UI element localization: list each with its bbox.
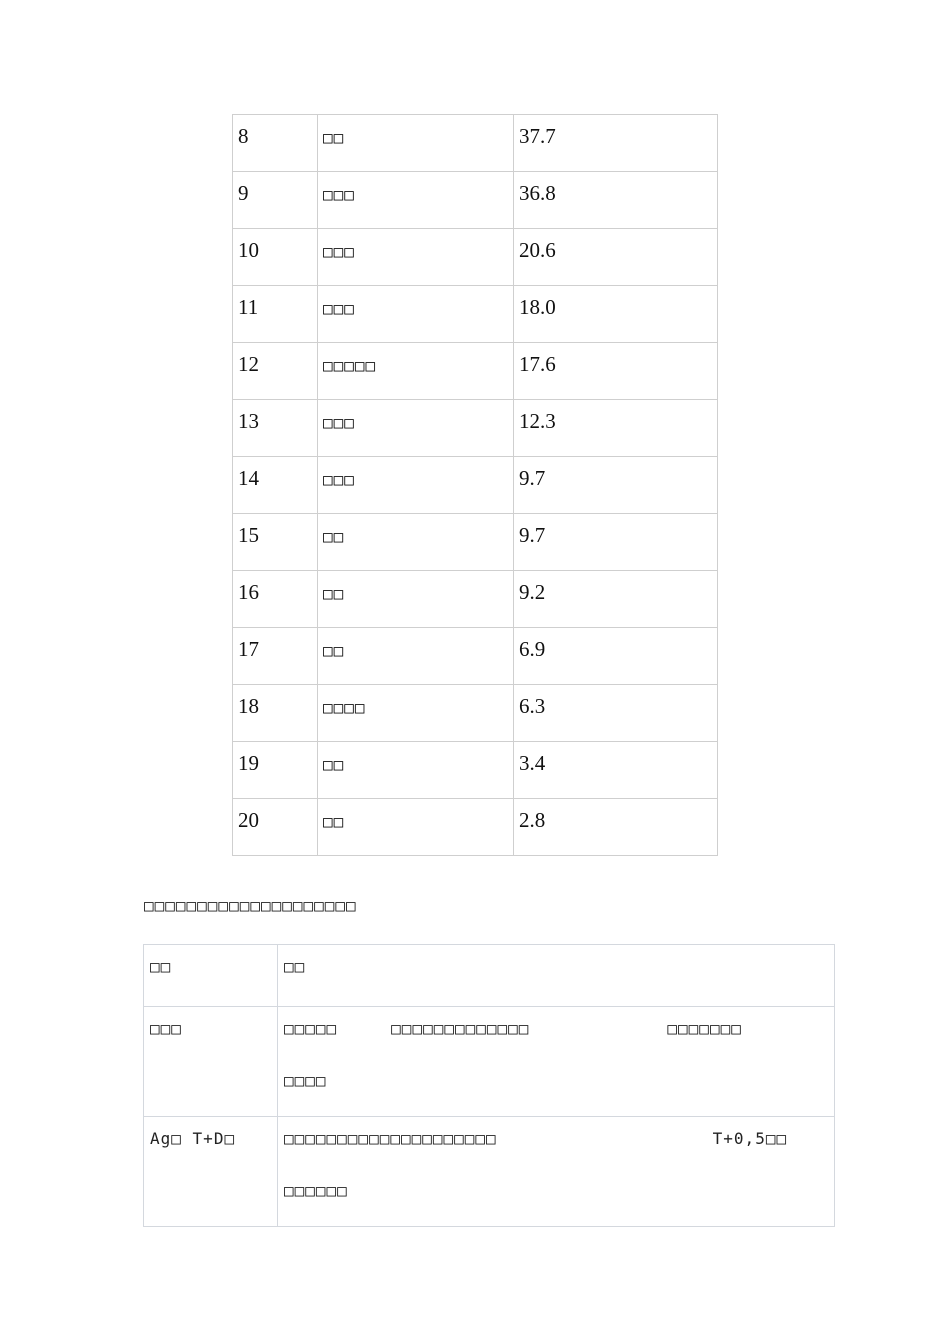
value-cell-text: 18.0 xyxy=(519,294,556,319)
name-cell-text: □□□ xyxy=(323,241,355,261)
ranking-row xyxy=(233,799,718,856)
name-cell xyxy=(318,628,514,685)
value-cell xyxy=(514,457,718,514)
name-cell xyxy=(318,172,514,229)
rank-cell xyxy=(233,115,318,172)
name-cell xyxy=(318,571,514,628)
section-caption: □□□□□□□□□□□□□□□□□□□□ xyxy=(144,896,357,915)
rank-cell xyxy=(233,514,318,571)
value-line xyxy=(284,1021,828,1041)
info-table-row xyxy=(144,1117,835,1227)
value-cell-text: 37.7 xyxy=(519,123,556,148)
value-cell-text: 20.6 xyxy=(519,237,556,262)
value-cell-text: 36.8 xyxy=(519,180,556,205)
value-cell-text: 3.4 xyxy=(519,750,546,775)
value-cell xyxy=(514,514,718,571)
value-cell xyxy=(514,229,718,286)
name-cell-text: □□□□□ xyxy=(323,355,377,375)
name-cell-text: □□ xyxy=(323,640,345,660)
ranking-row xyxy=(233,343,718,400)
name-cell xyxy=(318,400,514,457)
info-table xyxy=(143,944,835,1227)
name-cell xyxy=(318,115,514,172)
rank-cell xyxy=(233,343,318,400)
rank-cell-text: 12 xyxy=(238,351,259,376)
rank-cell-text: 19 xyxy=(238,750,259,775)
ranking-row xyxy=(233,742,718,799)
name-cell-text: □□ xyxy=(323,127,345,147)
name-cell xyxy=(318,457,514,514)
rank-cell-text: 14 xyxy=(238,465,259,490)
value-line xyxy=(284,1183,828,1203)
name-cell xyxy=(318,685,514,742)
row-key-cell xyxy=(144,1117,278,1227)
name-cell xyxy=(318,286,514,343)
name-cell-text: □□□ xyxy=(323,469,355,489)
value-cell xyxy=(514,571,718,628)
value-line xyxy=(284,1131,828,1151)
value-cell xyxy=(514,628,718,685)
rank-cell-text: 15 xyxy=(238,522,259,547)
rank-cell-text: 17 xyxy=(238,636,259,661)
name-cell-text: □□□ xyxy=(323,412,355,432)
name-cell-text: □□ xyxy=(323,811,345,831)
value-cell xyxy=(514,115,718,172)
name-cell xyxy=(318,229,514,286)
rank-cell-text: 13 xyxy=(238,408,259,433)
header-key-cell: □□ xyxy=(144,945,278,1007)
value-line xyxy=(284,1073,828,1093)
name-cell xyxy=(318,799,514,856)
rank-cell xyxy=(233,571,318,628)
name-cell-text: □□□ xyxy=(323,298,355,318)
value-text: □□□□□ xyxy=(284,1019,338,1038)
rank-cell xyxy=(233,742,318,799)
info-table-header-row xyxy=(144,945,835,1007)
value-cell xyxy=(514,172,718,229)
rank-cell-text: 10 xyxy=(238,237,259,262)
value-cell xyxy=(514,742,718,799)
ranking-row xyxy=(233,172,718,229)
rank-cell xyxy=(233,457,318,514)
header-value-cell: □□ xyxy=(278,945,835,1007)
value-text: □□□□□□ xyxy=(284,1181,348,1200)
name-cell-text: □□ xyxy=(323,754,345,774)
ranking-row xyxy=(233,229,718,286)
rank-cell xyxy=(233,286,318,343)
rank-cell xyxy=(233,685,318,742)
ranking-row xyxy=(233,400,718,457)
name-cell-text: □□□□ xyxy=(323,697,366,717)
row-value-cell xyxy=(278,1007,835,1117)
rank-cell-text: 20 xyxy=(238,807,259,832)
value-cell xyxy=(514,343,718,400)
rank-cell xyxy=(233,400,318,457)
value-cell-text: 12.3 xyxy=(519,408,556,433)
rank-cell xyxy=(233,172,318,229)
row-key-cell: □□□ xyxy=(144,1007,278,1117)
ranking-table-body xyxy=(233,115,718,856)
key-text: Ag□ xyxy=(150,1129,182,1148)
name-cell xyxy=(318,742,514,799)
rank-cell-text: 9 xyxy=(238,180,249,205)
rank-cell xyxy=(233,229,318,286)
info-table-row xyxy=(144,1007,835,1117)
ranking-table xyxy=(232,114,718,856)
value-cell-text: 17.6 xyxy=(519,351,556,376)
rank-cell-text: 16 xyxy=(238,579,259,604)
value-text: □□□□ xyxy=(284,1071,327,1090)
value-cell-text: 9.7 xyxy=(519,465,546,490)
ranking-row xyxy=(233,457,718,514)
value-cell xyxy=(514,286,718,343)
rank-cell-text: 18 xyxy=(238,693,259,718)
value-cell xyxy=(514,685,718,742)
value-cell xyxy=(514,400,718,457)
value-text: T+0,5□□ xyxy=(712,1129,788,1148)
ranking-row xyxy=(233,571,718,628)
ranking-row xyxy=(233,286,718,343)
rank-cell-text: 11 xyxy=(238,294,259,319)
rank-cell-text: 8 xyxy=(238,123,249,148)
row-value-cell xyxy=(278,1117,835,1227)
value-cell-text: 2.8 xyxy=(519,807,546,832)
rank-cell xyxy=(233,628,318,685)
value-cell-text: 9.2 xyxy=(519,579,546,604)
rank-cell xyxy=(233,799,318,856)
value-text: □□□□□□□□□□□□□ xyxy=(391,1019,530,1038)
value-text: □□□□□□□ xyxy=(667,1019,742,1038)
ranking-row xyxy=(233,514,718,571)
name-cell-text: □□ xyxy=(323,526,345,546)
value-cell-text: 6.9 xyxy=(519,636,546,661)
ranking-row xyxy=(233,628,718,685)
name-cell-text: □□□ xyxy=(323,184,355,204)
value-text: □□□□□□□□□□□□□□□□□□□□ xyxy=(284,1129,497,1148)
value-cell-text: 6.3 xyxy=(519,693,546,718)
name-cell xyxy=(318,343,514,400)
ranking-row xyxy=(233,115,718,172)
name-cell xyxy=(318,514,514,571)
value-cell xyxy=(514,799,718,856)
key-text: T+D□ xyxy=(192,1129,236,1148)
ranking-row xyxy=(233,685,718,742)
name-cell-text: □□ xyxy=(323,583,345,603)
value-cell-text: 9.7 xyxy=(519,522,546,547)
